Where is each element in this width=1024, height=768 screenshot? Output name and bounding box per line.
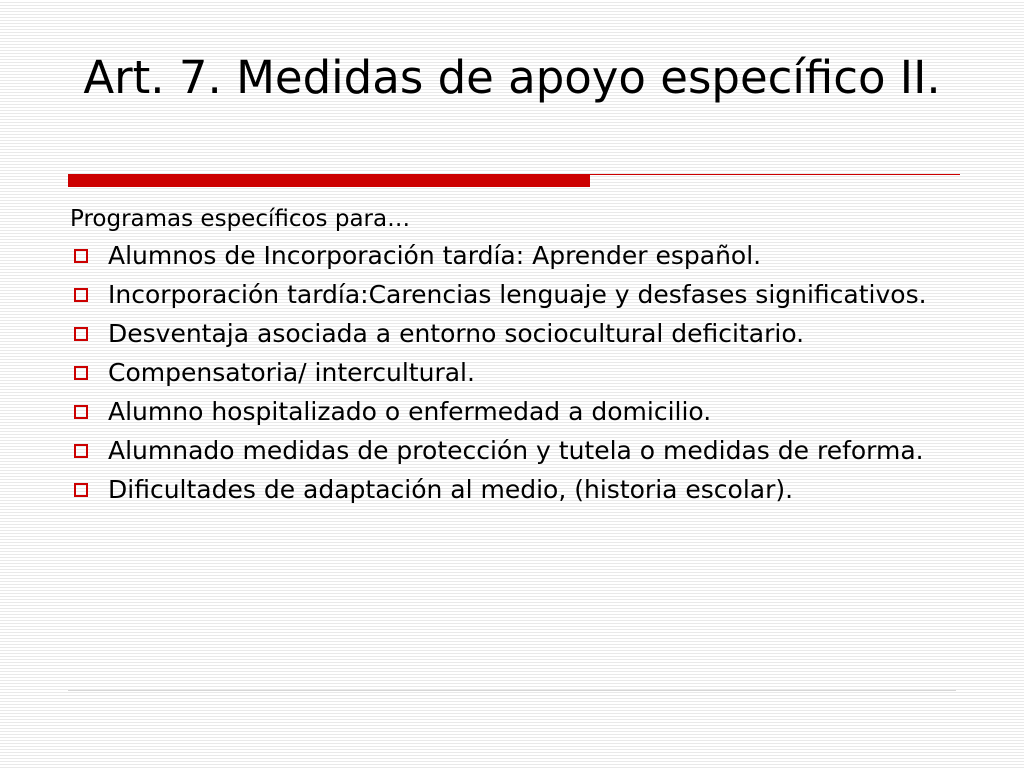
bullet-text: Alumnos de Incorporación tardía: Aprender español. <box>108 241 762 270</box>
hollow-square-bullet-icon <box>74 327 88 341</box>
title-underline-thick <box>68 174 590 187</box>
slide-content <box>70 204 970 513</box>
intro-text: Programas específicos para… <box>70 206 411 232</box>
hollow-square-bullet-icon <box>74 366 88 380</box>
hollow-square-bullet-icon <box>74 288 88 302</box>
bullet-text: Incorporación tardía:Carencias lenguaje y desfases significativos. <box>108 280 927 309</box>
hollow-square-bullet-icon <box>74 249 88 263</box>
bullet-item <box>70 240 970 271</box>
bullet-text: Compensatoria/ intercultural. <box>108 358 475 387</box>
bullet-text: Alumnado medidas de protección y tutela o medidas de reforma. <box>108 436 924 465</box>
hollow-square-bullet-icon <box>74 405 88 419</box>
hollow-square-bullet-icon <box>74 483 88 497</box>
bullet-item <box>70 435 970 466</box>
slide-title: Art. 7. Medidas de apoyo específico II. <box>83 51 941 104</box>
bullet-item <box>70 396 970 427</box>
bullet-item <box>70 474 970 505</box>
bullet-item <box>70 279 970 310</box>
bullet-item <box>70 318 970 349</box>
bullet-text: Desventaja asociada a entorno sociocultural deficitario. <box>108 319 805 348</box>
hollow-square-bullet-icon <box>74 444 88 458</box>
bullet-text: Dificultades de adaptación al medio, (historia escolar). <box>108 475 794 504</box>
bullet-text: Alumno hospitalizado o enfermedad a domicilio. <box>108 397 712 426</box>
bullet-item <box>70 357 970 388</box>
footer-divider <box>68 690 956 691</box>
bullet-list <box>70 240 970 505</box>
